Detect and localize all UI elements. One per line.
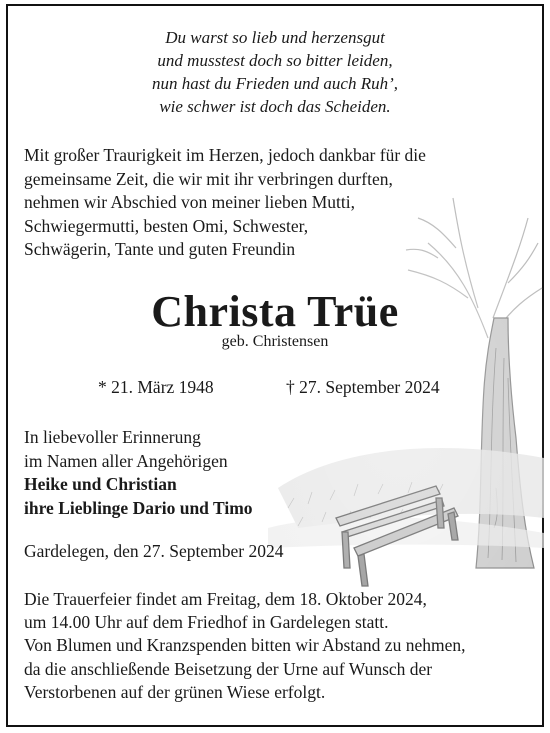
service-line: Von Blumen und Kranzspenden bitten wir Abstand zu nehmen, — [24, 635, 466, 656]
poem-line: nun hast du Frieden und auch Ruh’, — [152, 74, 398, 93]
intro-line: Mit großer Traurigkeit im Herzen, jedoch dankbar für die — [24, 145, 426, 165]
memory-line: In liebevoller Erinnerung — [24, 427, 201, 447]
poem — [0, 26, 550, 118]
service-line: Verstorbenen auf der grünen Wiese erfolgt. — [24, 681, 326, 702]
mourners-names: Heike und Christian — [24, 474, 177, 494]
intro-line: gemeinsame Zeit, die wir mit ihr verbringen durften, — [24, 168, 393, 189]
maiden-name: geb. Christensen — [221, 333, 329, 350]
service-info — [24, 588, 465, 704]
poem-line: und musstest doch so bitter leiden, — [157, 51, 393, 70]
intro-line: Schwägerin, Tante und guten Freundin — [24, 239, 296, 259]
place-date: Gardelegen, den 27. September 2024 — [24, 541, 284, 561]
mourners-names: ihre Lieblinge Dario und Timo — [24, 497, 253, 518]
memory-line: im Namen aller Angehörigen — [24, 450, 228, 471]
death-date: † 27. September 2024 — [286, 377, 440, 397]
deceased-name: Christa Trüe — [151, 287, 399, 336]
intro-line: nehmen wir Abschied von meiner lieben Mutti, — [24, 192, 355, 212]
service-line: um 14.00 Uhr auf dem Friedhof in Gardelegen statt. — [24, 612, 389, 633]
service-line: Die Trauerfeier findet am Freitag, dem 18. Oktober 2024, — [24, 589, 427, 609]
intro-text — [24, 144, 426, 262]
service-line: da die anschließende Beisetzung der Urne auf Wunsch der — [24, 658, 433, 679]
birth-date: * 21. März 1948 — [98, 377, 214, 397]
memory-block — [24, 426, 253, 520]
poem-line: wie schwer ist doch das Scheiden. — [159, 97, 391, 116]
intro-line: Schwiegermutti, besten Omi, Schwester, — [24, 215, 309, 236]
poem-line: Du warst so lieb und herzensgut — [165, 28, 385, 47]
